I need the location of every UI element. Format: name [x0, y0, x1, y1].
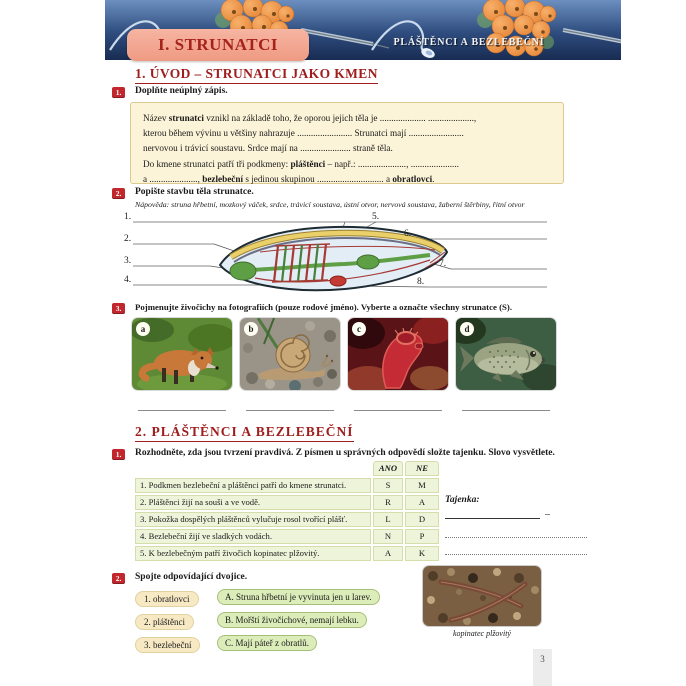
match-right-item: C. Mají páteř z obratlů. [217, 635, 317, 651]
statement-cell: 5. K bezlebečným patří živočich kopinatec plžovitý. [135, 546, 371, 561]
fill-in-line: nervovou i trávicí soustavu. Srdce mají na ...................... straně těla. [143, 143, 393, 154]
statement-cell: 2. Pláštěnci žijí na souši a ve vodě. [135, 495, 371, 510]
tajenka-dotted-line [445, 527, 587, 538]
statement-cell: 1. Podkmen bezlebeční a pláštěnci patří do kmene strunatci. [135, 478, 371, 493]
match-pair-row [135, 635, 317, 653]
diagram-label-5: 5. [372, 212, 380, 222]
match-left-item: 1. obratlovci [135, 591, 199, 607]
photo-answer-lines [132, 402, 556, 411]
ne-letter-cell: P [405, 529, 439, 544]
statement-cell: 4. Bezlebeční žijí ve sladkých vodách. [135, 529, 371, 544]
tajenka-label: Tajenka: [445, 495, 480, 505]
lancelet-illustration [220, 227, 447, 290]
tajenka-dash: – [545, 509, 550, 520]
tajenka-dotted-line [445, 544, 587, 555]
answer-line [456, 402, 556, 411]
photo-letter-badge-b: b [244, 322, 258, 336]
ne-letter-cell: K [405, 546, 439, 561]
diagram-label-7: 7. [439, 259, 447, 269]
diagram-label-8: 8. [417, 277, 425, 287]
exercise2-instruction: Popište stavbu těla strunatce. [135, 187, 254, 197]
diagram-label-1: 1. [124, 212, 132, 222]
exercise1-marker: 1. [112, 87, 125, 98]
match-pair-row [135, 612, 367, 630]
ano-letter-cell: N [373, 529, 403, 544]
exercise2-hint: Nápověda: struna hřbetní, mozkový váček, srdce, trávicí soustava, ústní otvor, nervová soustava, žaberní štěrbiny, řitní otvor [135, 200, 525, 209]
photo-letter-badge-a: a [136, 322, 150, 336]
chapter-title: I. STRUNATCI [127, 29, 309, 61]
diagram-label-6: 6. [404, 229, 412, 239]
ne-letter-cell: A [405, 495, 439, 510]
table-header-ano: ANO [373, 461, 403, 476]
lancelet-diagram [110, 208, 572, 305]
answer-line [132, 402, 232, 411]
exercise3-instruction: Pojmenujte živočichy na fotografiích (pouze rodové jméno). Vyberte a označte všechny strunatce (S). [135, 302, 513, 312]
ano-letter-cell: S [373, 478, 403, 493]
photo-letter-badge-c: c [352, 322, 366, 336]
diagram-label-2: 2. [124, 234, 132, 244]
match-pair-row [135, 589, 380, 607]
chapter-subtitle: PLÁŠTĚNCI A BEZLEBEČNÍ [393, 37, 545, 48]
tajenka-answer-line [445, 508, 540, 519]
ano-letter-cell: R [373, 495, 403, 510]
diagram-label-4: 4. [124, 275, 132, 285]
answer-line [348, 402, 448, 411]
true-false-table [135, 461, 439, 561]
section1-heading: 1. ÚVOD – STRUNATCI JAKO KMEN [135, 66, 378, 84]
ano-letter-cell: A [373, 546, 403, 561]
exercise1-instruction: Doplňte neúplný zápis. [135, 86, 228, 96]
fill-in-box [130, 102, 564, 184]
table-header-ne: NE [405, 461, 439, 476]
s2-exercise1-instruction: Rozhodněte, zda jsou tvrzení pravdivá. Z písmen u správných odpovědí složte tajenku. Slovo vysvětlete. [135, 448, 555, 458]
s2-exercise2-marker: 2. [112, 573, 125, 584]
match-right-item: B. Mořští živočichové, nemají lebku. [217, 612, 367, 628]
match-right-item: A. Struna hřbetní je vyvinuta jen u larev. [217, 589, 380, 605]
match-left-item: 3. bezlebeční [135, 637, 200, 653]
photo-letter-badge-d: d [460, 322, 474, 336]
exercise2-marker: 2. [112, 188, 125, 199]
fill-in-line: Název strunatci vznikl na základě toho, že oporou jejich těla je .................... ...................., [143, 113, 477, 123]
diagram-label-3: 3. [124, 256, 132, 266]
page-number-tab: 3 [533, 649, 552, 686]
s2-exercise2-instruction: Spojte odpovídající dvojice. [135, 572, 248, 582]
ne-letter-cell: M [405, 478, 439, 493]
kopinatec-caption: kopinatec plžovitý [453, 629, 511, 638]
match-left-item: 2. pláštěnci [135, 614, 194, 630]
statement-cell: 3. Pokožka dospělých pláštěnců vylučuje rosol tvořící plášť. [135, 512, 371, 527]
ne-letter-cell: D [405, 512, 439, 527]
exercise3-marker: 3. [112, 303, 125, 314]
answer-line [240, 402, 340, 411]
ano-letter-cell: L [373, 512, 403, 527]
section2-heading: 2. PLÁŠTĚNCI A BEZLEBEČNÍ [135, 424, 354, 442]
s2-exercise1-marker: 1. [112, 449, 125, 460]
photo-strip [132, 318, 556, 390]
fill-in-line: a ....................., bezlebeční s jedinou skupinou ............................. a obratlovci. [143, 173, 435, 184]
fill-in-line: kterou během vývinu u většiny nahrazuje ........................ Strunatci mají ........................ [143, 128, 464, 139]
fill-in-line: Do kmene strunatci patří tři podkmeny: pláštěnci – např.: ....................., ..................... [143, 158, 459, 169]
kopinatec-photo [423, 566, 541, 626]
